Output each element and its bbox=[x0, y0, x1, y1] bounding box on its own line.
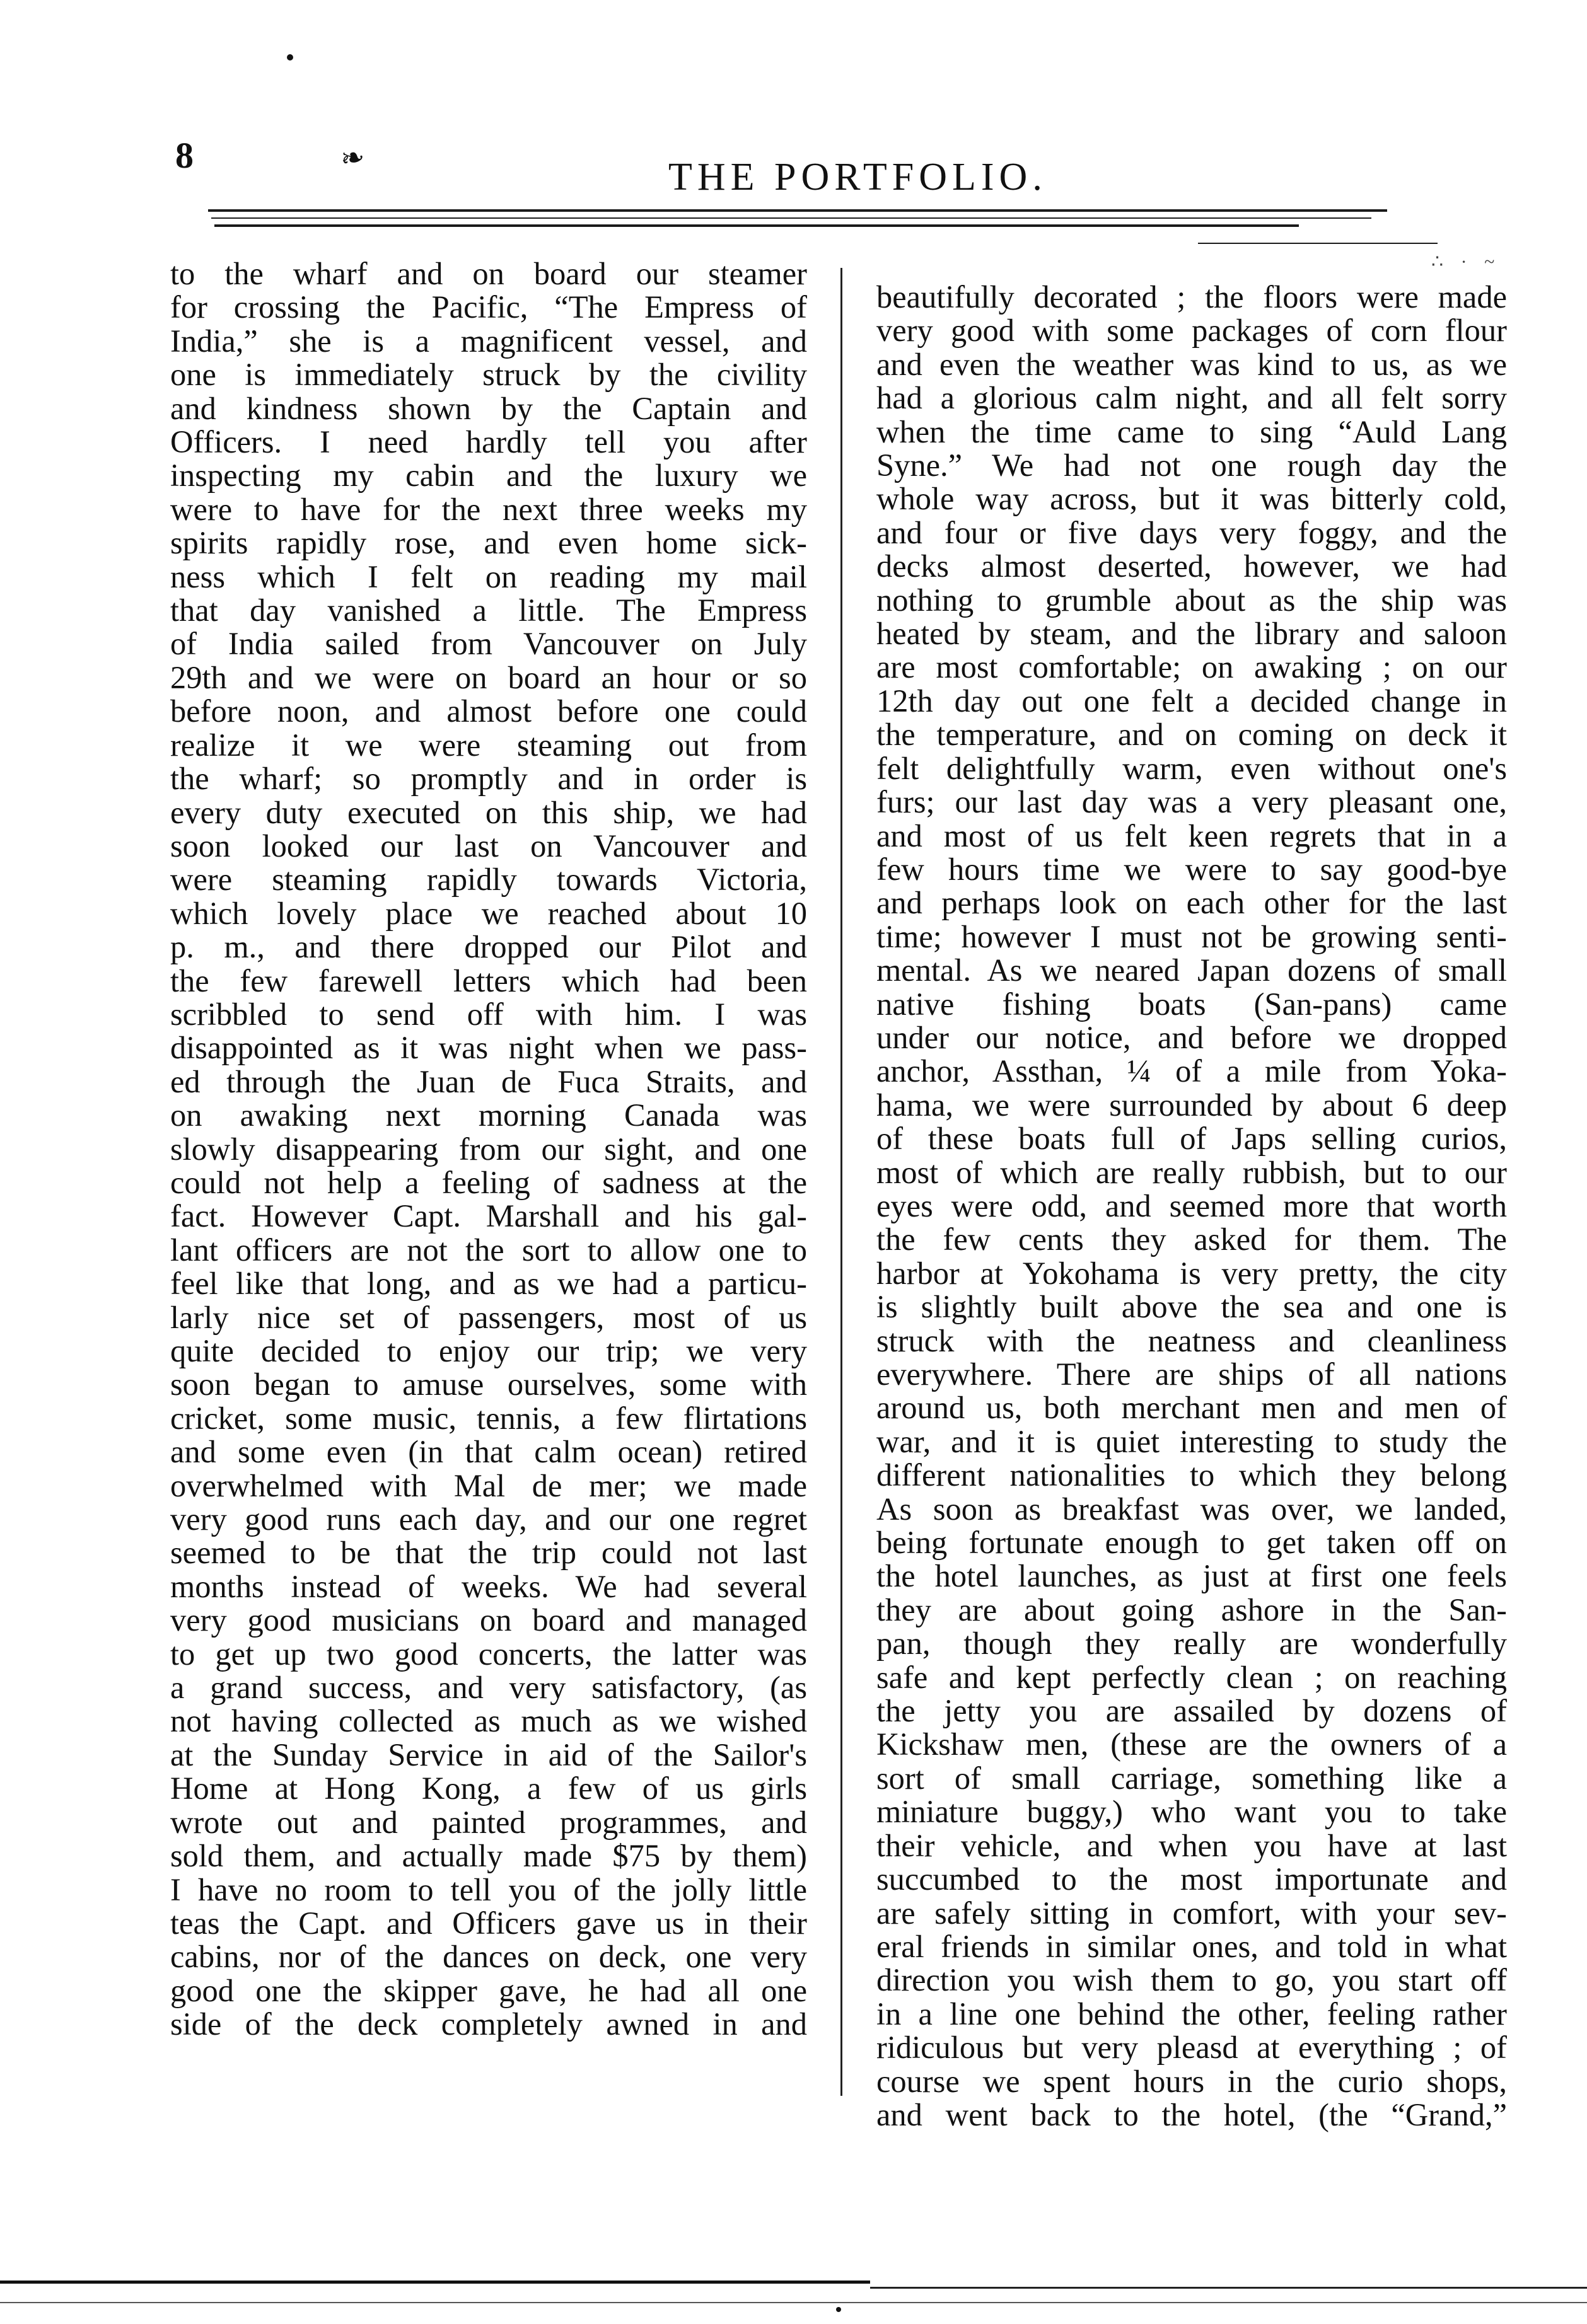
right-column-line: under our notice, and before we dropped bbox=[876, 1019, 1507, 1055]
left-column-line: India,” she is a magnificent vessel, and bbox=[170, 323, 807, 359]
right-column-line: eral friends in similar ones, and told in what bbox=[876, 1928, 1507, 1964]
header-rule-top bbox=[208, 209, 1387, 212]
right-column-line: everywhere. There are ships of all nations bbox=[876, 1356, 1507, 1392]
right-column-line: when the time came to sing “Auld Lang bbox=[876, 413, 1507, 449]
right-column-line: Syne.” We had not one rough day the bbox=[876, 448, 1507, 483]
header-rule-tail bbox=[1198, 243, 1438, 244]
left-column-line: slowly disappearing from our sight, and one bbox=[170, 1131, 807, 1167]
right-column-line: in a line one behind the other, feeling rather bbox=[876, 1996, 1507, 2032]
left-column-line: wrote out and painted programmes, and bbox=[170, 1804, 807, 1840]
right-column-line: heated by steam, and the library and saloon bbox=[876, 616, 1507, 652]
left-column-line: spirits rapidly rose, and even home sick- bbox=[170, 525, 807, 561]
right-column-line: and perhaps look on each other for the last bbox=[876, 885, 1507, 921]
left-column-line: months instead of weeks. We had several bbox=[170, 1568, 807, 1604]
right-column-line: are most comfortable; on awaking ; on our bbox=[876, 649, 1507, 685]
right-column-line: time; however I must not be growing senti- bbox=[876, 918, 1507, 954]
left-column-line: which lovely place we reached about 10 bbox=[170, 895, 807, 931]
right-column-line: miniature buggy,) who want you to take bbox=[876, 1794, 1507, 1830]
right-column-line: nothing to grumble about as the ship was bbox=[876, 582, 1507, 618]
left-column-line: Officers. I need hardly tell you after bbox=[170, 424, 807, 460]
right-column-line: Kickshaw men, (these are the owners of a bbox=[876, 1726, 1507, 1762]
left-column-line: of India sailed from Vancouver on July bbox=[170, 626, 807, 662]
left-column-line: 29th and we were on board an hour or so bbox=[170, 659, 807, 695]
left-column-line: feel like that long, and as we had a particu- bbox=[170, 1266, 807, 1302]
left-column-line: that day vanished a little. The Empress bbox=[170, 593, 807, 628]
right-column-line: had a glorious calm night, and all felt sorry bbox=[876, 380, 1507, 416]
left-column-line: and some even (in that calm ocean) retired bbox=[170, 1434, 807, 1470]
right-column-line: decks almost deserted, however, we had bbox=[876, 548, 1507, 584]
right-column-line: native fishing boats (San-pans) came bbox=[876, 986, 1507, 1022]
right-column-line: course we spent hours in the curio shops, bbox=[876, 2063, 1507, 2099]
right-column-line: sort of small carriage, something like a bbox=[876, 1760, 1507, 1796]
right-column-line: anchor, Assthan, ¼ of a mile from Yoka- bbox=[876, 1053, 1507, 1089]
left-column-line: one is immediately struck by the civility bbox=[170, 357, 807, 393]
column-divider bbox=[840, 268, 842, 2096]
left-column-line: cabins, nor of the dances on deck, one very bbox=[170, 1939, 807, 1975]
right-column-line: felt delightfully warm, even without one's bbox=[876, 750, 1507, 786]
right-column-line: the temperature, and on coming on deck it bbox=[876, 717, 1507, 753]
left-column-line: on awaking next morning Canada was bbox=[170, 1097, 807, 1133]
right-column-line: most of which are really rubbish, but to our bbox=[876, 1154, 1507, 1190]
left-column-line: larly nice set of passengers, most of us bbox=[170, 1299, 807, 1335]
left-column-line: were to have for the next three weeks my bbox=[170, 491, 807, 527]
ink-speck bbox=[287, 54, 293, 61]
left-column-line: were steaming rapidly towards Victoria, bbox=[170, 862, 807, 898]
right-column-line: and four or five days very foggy, and the bbox=[876, 514, 1507, 550]
left-column-line: could not help a feeling of sadness at the bbox=[170, 1164, 807, 1200]
right-column bbox=[876, 280, 1507, 2132]
right-column-line: mental. As we neared Japan dozens of small bbox=[876, 952, 1507, 988]
right-column-line: and most of us felt keen regrets that in a bbox=[876, 818, 1507, 853]
left-column-line: very good musicians on board and managed bbox=[170, 1602, 807, 1638]
left-column-line: teas the Capt. and Officers gave us in their bbox=[170, 1905, 807, 1941]
right-column-line: is slightly built above the sea and one is bbox=[876, 1289, 1507, 1325]
left-column-line: fact. However Capt. Marshall and his gal- bbox=[170, 1198, 807, 1234]
right-column-line: the hotel launches, as just at first one feels bbox=[876, 1558, 1507, 1594]
left-column-line: a grand success, and very satisfactory, (as bbox=[170, 1670, 807, 1706]
right-column-line: different nationalities to which they belong bbox=[876, 1457, 1507, 1493]
right-column-line: they are about going ashore in the San- bbox=[876, 1592, 1507, 1627]
right-column-line: few hours time we were to say good-bye bbox=[876, 851, 1507, 887]
left-column-line: side of the deck completely awned in and bbox=[170, 2006, 807, 2042]
header-rule-bottom bbox=[214, 224, 1299, 227]
left-column-line: every duty executed on this ship, we had bbox=[170, 794, 807, 830]
page-number: 8 bbox=[175, 135, 194, 176]
left-column-line: good one the skipper gave, he had all one bbox=[170, 1972, 807, 2008]
right-column-line: As soon as breakfast was over, we landed, bbox=[876, 1491, 1507, 1527]
left-column-line: for crossing the Pacific, “The Empress of bbox=[170, 289, 807, 325]
left-column-line: realize it we were steaming out from bbox=[170, 727, 807, 763]
right-column-line: struck with the neatness and cleanliness bbox=[876, 1322, 1507, 1358]
left-column-line: soon looked our last on Vancouver and bbox=[170, 828, 807, 864]
left-column-line: at the Sunday Service in aid of the Sailor's bbox=[170, 1737, 807, 1772]
right-column-line: beautifully decorated ; the floors were made bbox=[876, 279, 1507, 315]
left-column-line: overwhelmed with Mal de mer; we made bbox=[170, 1467, 807, 1503]
left-column-line: scribbled to send off with him. I was bbox=[170, 996, 807, 1032]
left-column-line: the wharf; so promptly and in order is bbox=[170, 761, 807, 797]
right-column-line: pan, though they really are wonderfully bbox=[876, 1626, 1507, 1662]
right-column-line: direction you wish them to go, you start off bbox=[876, 1962, 1507, 1998]
left-column-line: seemed to be that the trip could not last bbox=[170, 1535, 807, 1571]
left-column-line: disappointed as it was night when we pass- bbox=[170, 1030, 807, 1066]
left-column-line: the few farewell letters which had been bbox=[170, 963, 807, 998]
right-column-line: ridiculous but very pleasd at everything ; of bbox=[876, 2030, 1507, 2066]
left-column-line: before noon, and almost before one could bbox=[170, 693, 807, 729]
right-column-line: war, and it is quiet interesting to study the bbox=[876, 1423, 1507, 1459]
left-column-line: cricket, some music, tennis, a few flirtations bbox=[170, 1400, 807, 1436]
left-column-line: and kindness shown by the Captain and bbox=[170, 390, 807, 426]
running-head-title: THE PORTFOLIO. bbox=[668, 156, 1047, 199]
right-column-line: very good with some packages of corn flour bbox=[876, 313, 1507, 349]
right-column-line: harbor at Yokohama is very pretty, the city bbox=[876, 1255, 1507, 1291]
left-column-line: lant officers are not the sort to allow one to bbox=[170, 1232, 807, 1268]
left-column-line: p. m., and there dropped our Pilot and bbox=[170, 929, 807, 965]
left-column-line: ness which I felt on reading my mail bbox=[170, 558, 807, 594]
left-column-line: to the wharf and on board our steamer bbox=[170, 256, 807, 291]
right-column-line: the jetty you are assailed by dozens of bbox=[876, 1693, 1507, 1729]
right-column-line: the few cents they asked for them. The bbox=[876, 1222, 1507, 1257]
right-column-line: being fortunate enough to get taken off on bbox=[876, 1525, 1507, 1561]
right-column-line: eyes were odd, and seemed more that worth bbox=[876, 1188, 1507, 1223]
corner-marks: ∴ · ~ bbox=[1431, 251, 1501, 272]
left-column-line: soon began to amuse ourselves, some with bbox=[170, 1367, 807, 1402]
right-column-line: hama, we were surrounded by about 6 deep bbox=[876, 1087, 1507, 1123]
left-column-line: ed through the Juan de Fuca Straits, and bbox=[170, 1063, 807, 1099]
right-column-line: safe and kept perfectly clean ; on reaching bbox=[876, 1659, 1507, 1695]
left-column-line: quite decided to enjoy our trip; we very bbox=[170, 1333, 807, 1368]
right-column-line: of these boats full of Japs selling curios, bbox=[876, 1121, 1507, 1157]
right-column-line: furs; our last day was a very pleasant one, bbox=[876, 784, 1507, 820]
ink-speck bbox=[836, 2307, 841, 2312]
left-column-line: Home at Hong Kong, a few of us girls bbox=[170, 1771, 807, 1807]
right-column-line: around us, both merchant men and men of bbox=[876, 1390, 1507, 1426]
left-column bbox=[170, 257, 807, 2042]
left-column-line: not having collected as much as we wished bbox=[170, 1703, 807, 1739]
left-column-line: sold them, and actually made $75 by them) bbox=[170, 1838, 807, 1874]
fleuron-ornament-icon: ❧ bbox=[338, 140, 367, 176]
right-column-line: their vehicle, and when you have at last bbox=[876, 1827, 1507, 1863]
right-column-line: and went back to the hotel, (the “Grand,” bbox=[876, 2096, 1507, 2132]
header-rule-middle bbox=[211, 217, 1371, 219]
right-column-line: succumbed to the most importunate and bbox=[876, 1861, 1507, 1897]
right-column-line: 12th day out one felt a decided change in bbox=[876, 683, 1507, 719]
right-column-line: whole way across, but it was bitterly cold, bbox=[876, 481, 1507, 517]
right-column-line: are safely sitting in comfort, with your sev- bbox=[876, 1895, 1507, 1931]
left-column-line: inspecting my cabin and the luxury we bbox=[170, 458, 807, 494]
footer-rule-tail bbox=[870, 2287, 1587, 2289]
page-edge-rule bbox=[0, 2302, 1587, 2303]
footer-rule bbox=[0, 2281, 870, 2284]
left-column-line: very good runs each day, and our one regret bbox=[170, 1501, 807, 1537]
left-column-line: to get up two good concerts, the latter was bbox=[170, 1636, 807, 1672]
right-column-line: and even the weather was kind to us, as we bbox=[876, 346, 1507, 382]
left-column-line: I have no room to tell you of the jolly little bbox=[170, 1871, 807, 1907]
